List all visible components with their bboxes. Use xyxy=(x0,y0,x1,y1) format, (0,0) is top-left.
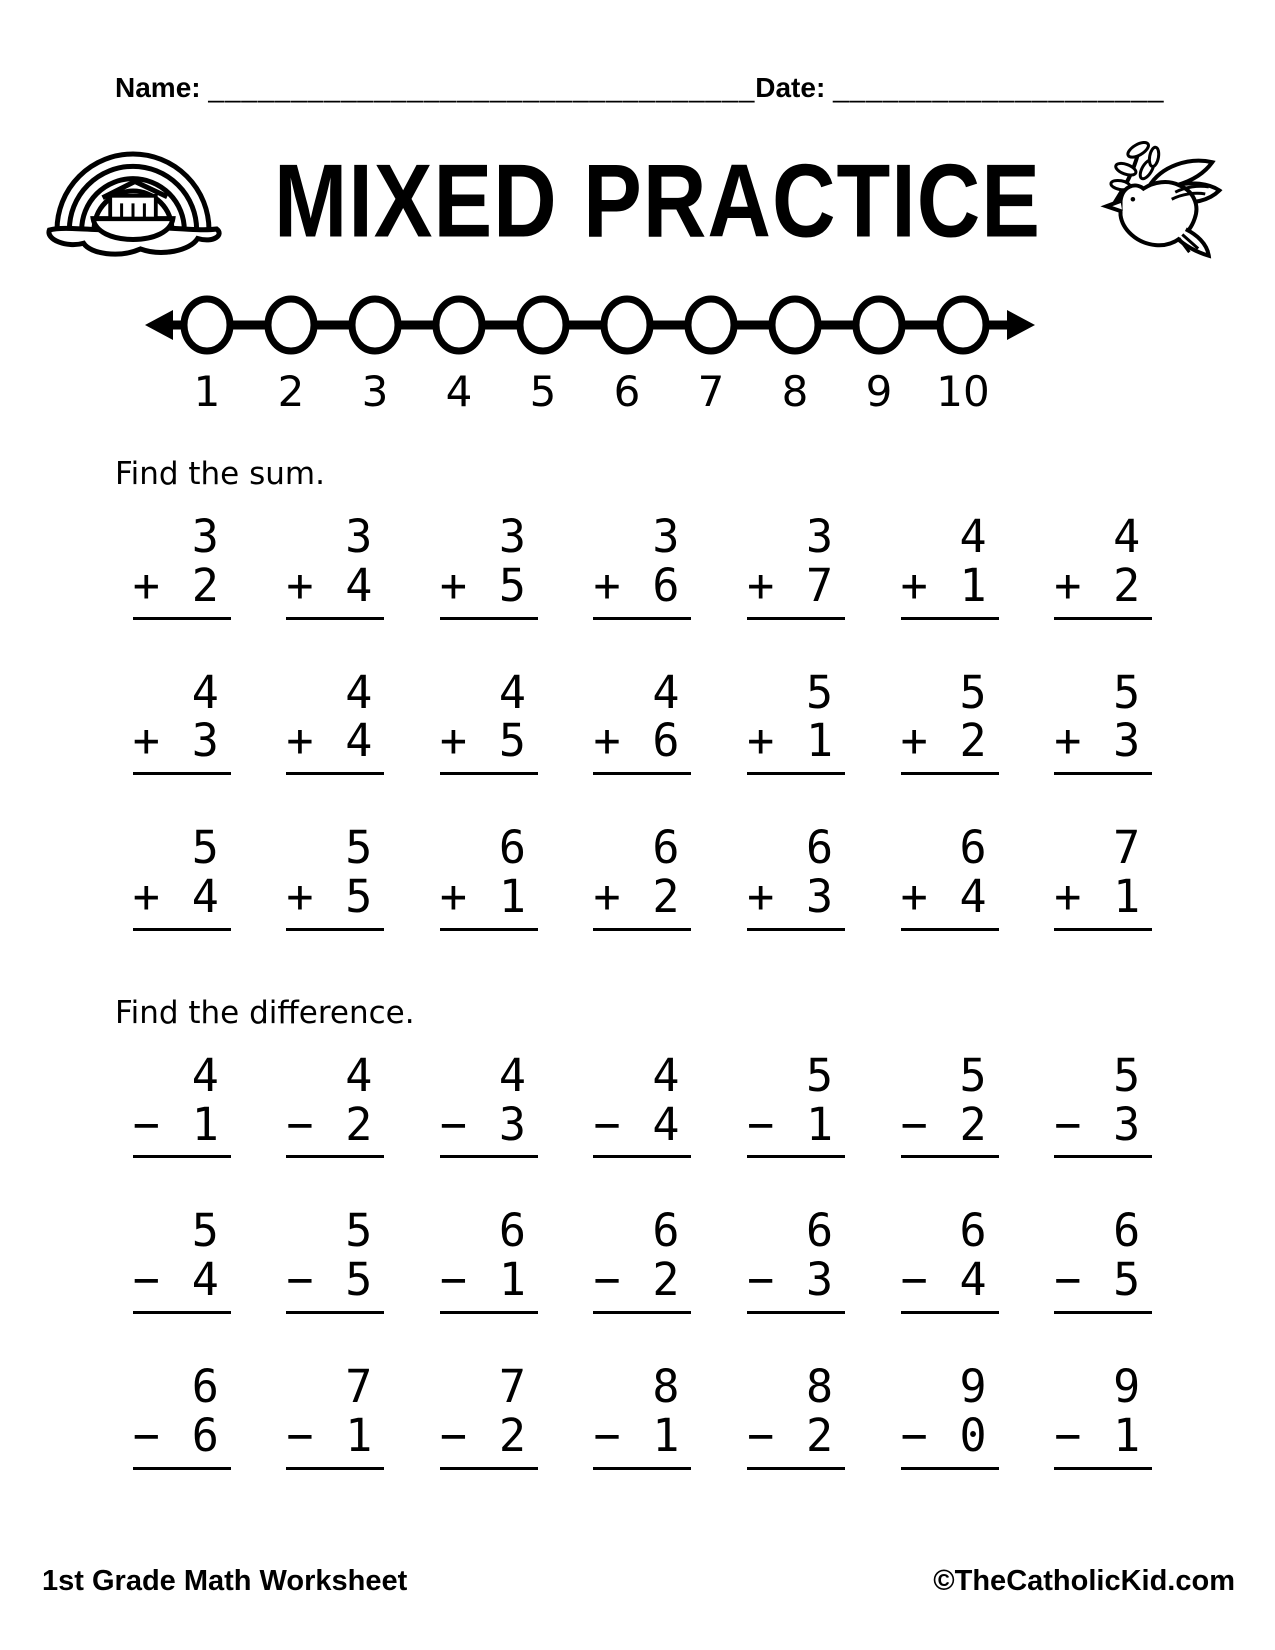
answer-blank[interactable] xyxy=(440,772,538,775)
top-operand: 3 xyxy=(191,510,219,563)
bottom-operand: 4 xyxy=(191,1253,219,1307)
answer-blank[interactable] xyxy=(901,928,999,931)
math-problem xyxy=(593,510,691,620)
bottom-operand: 4 xyxy=(959,1253,987,1307)
top-operand: 5 xyxy=(959,665,987,719)
top-operand: 3 xyxy=(652,510,680,563)
operator: − xyxy=(747,1408,775,1462)
answer-blank[interactable] xyxy=(901,617,999,620)
footer-right-text: ©TheCatholicKid.com xyxy=(933,1565,1235,1597)
operator: − xyxy=(900,1097,928,1151)
name-label: Name: xyxy=(115,72,201,103)
operator: − xyxy=(286,1097,314,1151)
date-blank[interactable]: ____________________ xyxy=(833,72,1165,103)
top-operand: 8 xyxy=(652,1359,680,1413)
top-operand: 4 xyxy=(1113,510,1141,563)
answer-blank[interactable] xyxy=(440,617,538,620)
answer-blank[interactable] xyxy=(593,1311,691,1314)
math-problem xyxy=(900,510,999,620)
answer-blank[interactable] xyxy=(133,1311,231,1314)
footer-left-text: 1st Grade Math Worksheet xyxy=(42,1565,408,1597)
operator: + xyxy=(286,558,314,612)
top-operand: 6 xyxy=(498,821,526,875)
number-line xyxy=(145,292,1035,416)
header xyxy=(0,0,1275,104)
top-operand: 9 xyxy=(959,1359,987,1413)
bottom-operand: 0 xyxy=(959,1408,987,1462)
operator: + xyxy=(1054,869,1082,923)
bottom-operand: 5 xyxy=(345,869,373,923)
answer-blank[interactable] xyxy=(747,928,845,931)
answer-blank[interactable] xyxy=(1054,928,1152,931)
top-operand: 6 xyxy=(652,821,680,875)
answer-blank[interactable] xyxy=(286,928,384,931)
date-label: Date: xyxy=(755,72,826,103)
math-problem xyxy=(1054,821,1152,931)
math-problem xyxy=(593,821,691,931)
operator: − xyxy=(900,1253,928,1307)
operator: − xyxy=(439,1408,468,1462)
number-line-label: 4 xyxy=(445,367,473,416)
top-operand: 9 xyxy=(1113,1359,1141,1413)
answer-blank[interactable] xyxy=(133,1467,231,1470)
math-problem xyxy=(747,665,845,776)
answer-blank[interactable] xyxy=(440,1155,538,1158)
top-operand: 6 xyxy=(498,1204,526,1258)
math-problem xyxy=(593,1359,691,1470)
operator: + xyxy=(439,558,468,612)
number-line-label: 9 xyxy=(865,367,893,416)
bottom-operand: 5 xyxy=(1113,1253,1141,1307)
operator: − xyxy=(593,1253,621,1307)
bottom-operand: 4 xyxy=(191,869,219,923)
bottom-operand: 2 xyxy=(1113,558,1141,612)
page-title: MIXED PRACTICE xyxy=(274,142,1041,259)
math-problem xyxy=(286,821,384,931)
answer-blank[interactable] xyxy=(286,617,384,620)
top-operand: 6 xyxy=(1113,1204,1141,1258)
answer-blank[interactable] xyxy=(286,1311,384,1314)
operator: + xyxy=(747,869,775,923)
operator: + xyxy=(593,714,621,768)
title-band xyxy=(38,126,1237,276)
operator: + xyxy=(747,558,775,612)
bottom-operand: 3 xyxy=(1113,714,1141,768)
top-operand: 5 xyxy=(191,821,219,875)
top-operand: 3 xyxy=(498,510,526,563)
top-operand: 4 xyxy=(959,510,987,563)
top-operand: 6 xyxy=(959,821,987,875)
operator: + xyxy=(900,714,928,768)
bottom-operand: 4 xyxy=(652,1097,680,1151)
number-line-label: 7 xyxy=(697,367,725,416)
operator: − xyxy=(132,1253,160,1307)
answer-blank[interactable] xyxy=(133,617,231,620)
top-operand: 6 xyxy=(191,1359,219,1413)
operator: − xyxy=(593,1097,621,1151)
math-problem xyxy=(132,510,231,620)
math-problem xyxy=(132,1048,231,1159)
operator: + xyxy=(439,869,468,923)
math-problem xyxy=(900,665,999,776)
bottom-operand: 6 xyxy=(191,1408,219,1462)
top-operand: 5 xyxy=(805,665,834,719)
bottom-operand: 5 xyxy=(498,714,526,768)
math-problem xyxy=(439,510,538,620)
top-operand: 6 xyxy=(652,1204,680,1258)
top-operand: 5 xyxy=(191,1204,219,1258)
operator: + xyxy=(286,714,314,768)
operator: − xyxy=(439,1253,468,1307)
top-operand: 5 xyxy=(345,1204,373,1258)
math-problem xyxy=(1054,510,1152,620)
operator: + xyxy=(286,869,314,923)
bottom-operand: 1 xyxy=(805,1097,834,1151)
top-operand: 4 xyxy=(191,1048,219,1102)
answer-blank[interactable] xyxy=(747,1467,845,1470)
bottom-operand: 6 xyxy=(652,558,680,612)
bottom-operand: 1 xyxy=(1113,1408,1141,1462)
bottom-operand: 3 xyxy=(805,869,834,923)
operator: + xyxy=(1054,558,1082,612)
math-problem xyxy=(747,1048,845,1159)
bottom-operand: 1 xyxy=(805,714,834,768)
bottom-operand: 7 xyxy=(805,558,834,612)
math-problem xyxy=(132,821,231,931)
operator: − xyxy=(1054,1097,1082,1151)
math-problem xyxy=(286,510,384,620)
difference-problems-grid xyxy=(105,1048,1180,1470)
top-operand: 4 xyxy=(345,1048,373,1102)
bottom-operand: 3 xyxy=(191,714,219,768)
answer-blank[interactable] xyxy=(901,1155,999,1158)
bottom-operand: 4 xyxy=(959,869,987,923)
top-operand: 5 xyxy=(1113,665,1141,719)
answer-blank[interactable] xyxy=(747,1155,845,1158)
top-operand: 5 xyxy=(1113,1048,1141,1102)
math-problem xyxy=(132,1359,231,1470)
top-operand: 4 xyxy=(498,665,526,719)
top-operand: 3 xyxy=(345,510,373,563)
math-problem xyxy=(439,1048,538,1159)
math-problem xyxy=(1054,665,1152,776)
operator: + xyxy=(593,869,621,923)
footer xyxy=(42,1565,1235,1598)
operator: + xyxy=(900,558,928,612)
operator: + xyxy=(132,714,160,768)
math-problem xyxy=(132,665,231,776)
bottom-operand: 2 xyxy=(805,1408,834,1462)
bottom-operand: 4 xyxy=(345,714,373,768)
bottom-operand: 2 xyxy=(652,869,680,923)
top-operand: 6 xyxy=(805,821,834,875)
math-problem xyxy=(900,1359,999,1470)
bottom-operand: 2 xyxy=(652,1253,680,1307)
bottom-operand: 1 xyxy=(498,1253,526,1307)
top-operand: 4 xyxy=(498,1048,526,1102)
answer-blank[interactable] xyxy=(133,772,231,775)
operator: + xyxy=(132,869,160,923)
answer-blank[interactable] xyxy=(901,1311,999,1314)
math-problem xyxy=(747,1359,845,1470)
answer-blank[interactable] xyxy=(1054,1155,1152,1158)
math-problem xyxy=(439,1204,538,1314)
operator: + xyxy=(1054,714,1082,768)
math-problem xyxy=(286,1359,384,1470)
bottom-operand: 1 xyxy=(345,1408,373,1462)
answer-blank[interactable] xyxy=(440,928,538,931)
math-problem xyxy=(286,1204,384,1314)
math-problem xyxy=(747,1204,845,1314)
operator: − xyxy=(1054,1253,1082,1307)
answer-blank[interactable] xyxy=(593,928,691,931)
top-operand: 7 xyxy=(345,1359,373,1413)
answer-blank[interactable] xyxy=(747,772,845,775)
date-field xyxy=(755,72,1164,104)
answer-blank[interactable] xyxy=(593,617,691,620)
operator: − xyxy=(286,1408,314,1462)
operator: − xyxy=(286,1253,314,1307)
math-problem xyxy=(439,665,538,776)
top-operand: 3 xyxy=(805,510,834,563)
top-operand: 5 xyxy=(959,1048,987,1102)
math-problem xyxy=(439,821,538,931)
answer-blank[interactable] xyxy=(747,1311,845,1314)
number-line-label: 10 xyxy=(936,367,990,416)
number-line-label: 8 xyxy=(781,367,809,416)
answer-blank[interactable] xyxy=(747,617,845,620)
answer-blank[interactable] xyxy=(440,1311,538,1314)
top-operand: 4 xyxy=(652,1048,680,1102)
bottom-operand: 2 xyxy=(959,714,987,768)
top-operand: 6 xyxy=(959,1204,987,1258)
bottom-operand: 3 xyxy=(805,1253,834,1307)
math-problem xyxy=(132,1204,231,1314)
top-operand: 5 xyxy=(805,1048,834,1102)
number-line-label: 2 xyxy=(277,367,305,416)
difference-section-heading: Find the difference. xyxy=(115,994,415,1031)
bottom-operand: 1 xyxy=(498,869,526,923)
math-problem xyxy=(1054,1048,1152,1159)
bottom-operand: 2 xyxy=(345,1097,373,1151)
bottom-operand: 1 xyxy=(191,1097,219,1151)
math-problem xyxy=(900,821,999,931)
number-line-label: 3 xyxy=(361,367,389,416)
bottom-operand: 1 xyxy=(652,1408,680,1462)
top-operand: 7 xyxy=(1113,821,1141,875)
bottom-operand: 6 xyxy=(652,714,680,768)
number-line-label: 1 xyxy=(193,367,221,416)
operator: − xyxy=(747,1253,775,1307)
math-problem xyxy=(1054,1204,1152,1314)
bottom-operand: 1 xyxy=(959,558,987,612)
math-problem xyxy=(1054,1359,1152,1470)
answer-blank[interactable] xyxy=(133,1155,231,1158)
bottom-operand: 1 xyxy=(1113,869,1141,923)
math-problem xyxy=(900,1048,999,1159)
top-operand: 4 xyxy=(652,665,680,719)
top-operand: 5 xyxy=(345,821,373,875)
top-operand: 4 xyxy=(345,665,373,719)
operator: + xyxy=(593,558,621,612)
sum-problems-grid xyxy=(105,510,1180,931)
answer-blank[interactable] xyxy=(1054,1467,1152,1470)
answer-blank[interactable] xyxy=(901,1467,999,1470)
sum-section-heading: Find the sum. xyxy=(115,456,325,492)
bottom-operand: 2 xyxy=(959,1097,987,1151)
answer-blank[interactable] xyxy=(133,928,231,931)
bottom-operand: 5 xyxy=(345,1253,373,1307)
operator: − xyxy=(747,1097,775,1151)
operator: + xyxy=(132,558,160,612)
operator: + xyxy=(900,869,928,923)
answer-blank[interactable] xyxy=(286,1467,384,1470)
noahs-ark-rainbow-icon xyxy=(38,126,228,276)
bottom-operand: 2 xyxy=(498,1408,526,1462)
name-blank[interactable]: _________________________________ xyxy=(208,72,756,103)
answer-blank[interactable] xyxy=(1054,617,1152,620)
math-problem xyxy=(286,1048,384,1159)
math-problem xyxy=(286,665,384,776)
operator: − xyxy=(900,1408,928,1462)
answer-blank[interactable] xyxy=(440,1467,538,1470)
answer-blank[interactable] xyxy=(593,1467,691,1470)
operator: − xyxy=(1054,1408,1082,1462)
operator: + xyxy=(747,714,775,768)
top-operand: 8 xyxy=(805,1359,834,1413)
answer-blank[interactable] xyxy=(593,772,691,775)
answer-blank[interactable] xyxy=(286,772,384,775)
math-problem xyxy=(593,1204,691,1314)
dove-olive-branch-icon xyxy=(1087,126,1237,276)
math-problem xyxy=(900,1204,999,1314)
bottom-operand: 2 xyxy=(191,558,219,612)
answer-blank[interactable] xyxy=(1054,772,1152,775)
number-line-labels xyxy=(145,367,1035,416)
answer-blank[interactable] xyxy=(1054,1311,1152,1314)
math-problem xyxy=(593,665,691,776)
top-operand: 7 xyxy=(498,1359,526,1413)
top-operand: 6 xyxy=(805,1204,834,1258)
bottom-operand: 5 xyxy=(498,558,526,612)
math-problem xyxy=(593,1048,691,1159)
number-line-label: 6 xyxy=(613,367,641,416)
answer-blank[interactable] xyxy=(901,772,999,775)
bottom-operand: 3 xyxy=(1113,1097,1141,1151)
math-problem xyxy=(439,1359,538,1470)
answer-blank[interactable] xyxy=(593,1155,691,1158)
answer-blank[interactable] xyxy=(286,1155,384,1158)
number-line-label: 5 xyxy=(529,367,557,416)
number-line-graphic xyxy=(145,292,1035,358)
math-problem xyxy=(747,821,845,931)
bottom-operand: 4 xyxy=(345,558,373,612)
operator: − xyxy=(132,1408,160,1462)
top-operand: 4 xyxy=(191,665,219,719)
operator: − xyxy=(132,1097,160,1151)
name-field xyxy=(115,72,755,104)
bottom-operand: 3 xyxy=(498,1097,526,1151)
operator: − xyxy=(593,1408,621,1462)
math-problem xyxy=(747,510,845,620)
operator: + xyxy=(439,714,468,768)
operator: − xyxy=(439,1097,468,1151)
